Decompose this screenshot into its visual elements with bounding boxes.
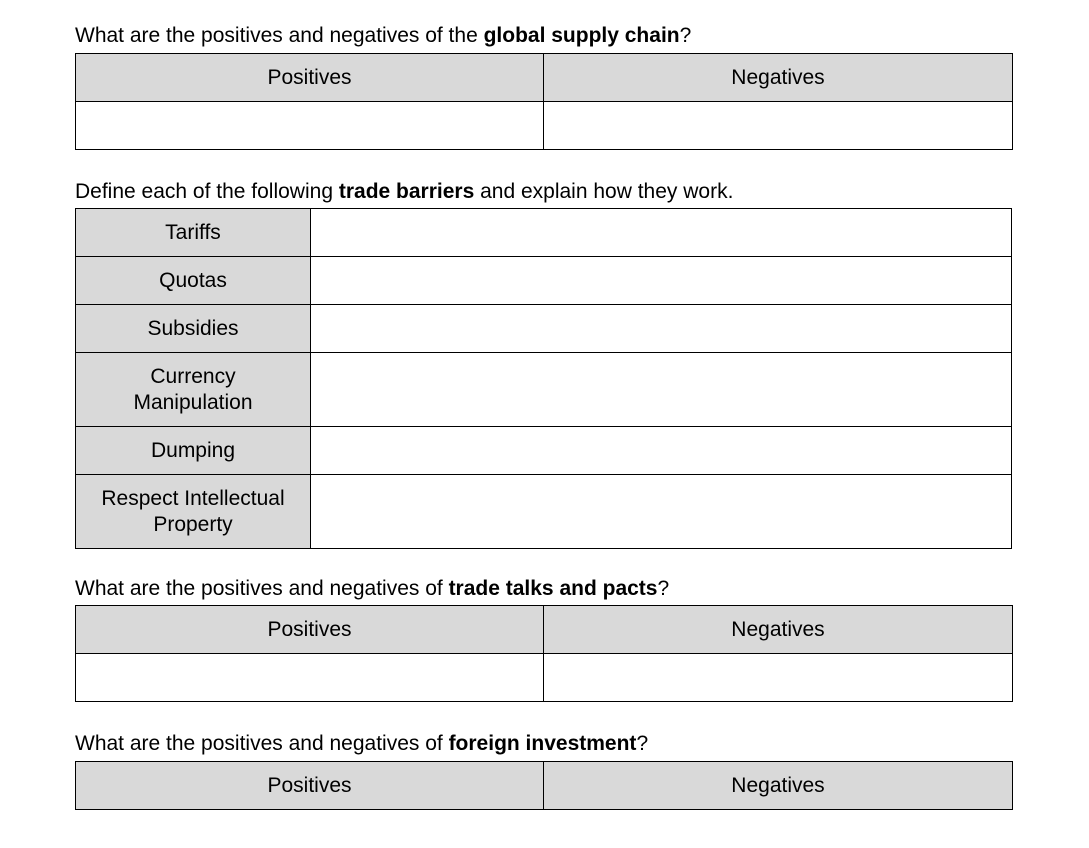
prompt-text: Define each of the following: [75, 180, 339, 203]
foreign-investment-table: [75, 761, 1013, 810]
negatives-header: Negatives: [544, 54, 1013, 102]
barrier-label-quotas: Quotas: [76, 257, 311, 305]
barrier-label-dumping: Dumping: [76, 427, 311, 475]
negatives-header: Negatives: [544, 606, 1013, 654]
barrier-answer-cell[interactable]: [311, 475, 1012, 549]
trade-talks-prompt: [75, 576, 669, 602]
barrier-answer-cell[interactable]: [311, 427, 1012, 475]
trade-talks-table: [75, 605, 1013, 702]
table-row: [76, 209, 1012, 257]
prompt-text: What are the positives and negatives of: [75, 732, 449, 755]
prompt-text: and explain how they work.: [474, 180, 734, 203]
supply-chain-table: [75, 53, 1013, 150]
prompt-text: ?: [636, 732, 649, 755]
negatives-header: Negatives: [544, 762, 1013, 810]
trade-barriers-table: [75, 208, 1012, 549]
barrier-label-currency-manipulation: Currency Manipulation: [76, 353, 311, 427]
positives-answer-cell[interactable]: [76, 654, 544, 702]
supply-chain-prompt: [75, 23, 691, 49]
prompt-text: ?: [657, 577, 670, 600]
barrier-answer-cell[interactable]: [311, 257, 1012, 305]
barrier-label-intellectual-property: Respect Intellectual Property: [76, 475, 311, 549]
trade-barriers-prompt: [75, 179, 733, 205]
table-row: [76, 305, 1012, 353]
negatives-answer-cell[interactable]: [544, 654, 1013, 702]
prompt-bold-term: trade barriers: [338, 180, 475, 203]
prompt-text: ?: [679, 24, 692, 47]
positives-header: Positives: [76, 606, 544, 654]
foreign-investment-prompt: [75, 731, 648, 757]
barrier-answer-cell[interactable]: [311, 305, 1012, 353]
table-row: [76, 475, 1012, 549]
barrier-label-subsidies: Subsidies: [76, 305, 311, 353]
negatives-answer-cell[interactable]: [544, 102, 1013, 150]
barrier-answer-cell[interactable]: [311, 353, 1012, 427]
prompt-text: What are the positives and negatives of: [75, 577, 449, 600]
prompt-text: What are the positives and negatives of the: [75, 24, 484, 47]
positives-answer-cell[interactable]: [76, 102, 544, 150]
positives-header: Positives: [76, 762, 544, 810]
table-row: [76, 257, 1012, 305]
table-row: [76, 353, 1012, 427]
prompt-bold-term: trade talks and pacts: [448, 577, 658, 600]
barrier-answer-cell[interactable]: [311, 209, 1012, 257]
prompt-bold-term: global supply chain: [483, 24, 680, 47]
prompt-bold-term: foreign investment: [448, 732, 637, 755]
positives-header: Positives: [76, 54, 544, 102]
table-row: [76, 427, 1012, 475]
barrier-label-tariffs: Tariffs: [76, 209, 311, 257]
